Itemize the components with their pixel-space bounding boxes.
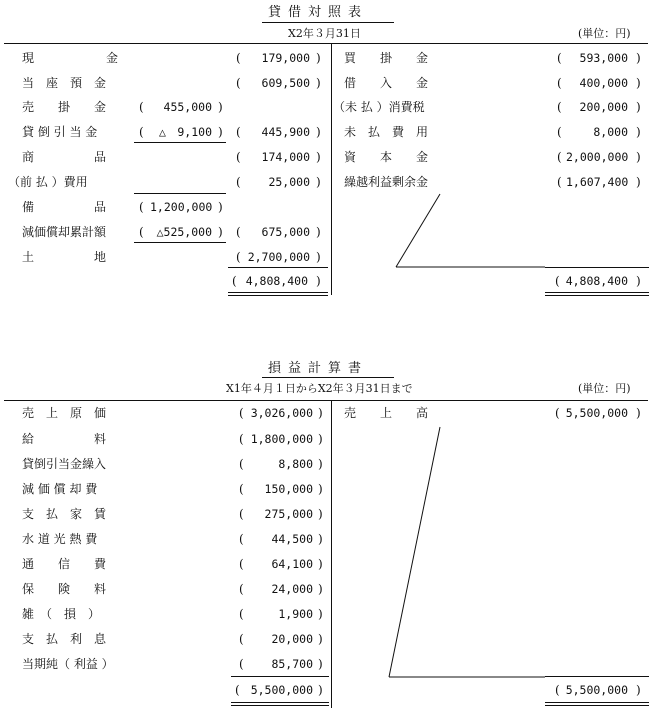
bs-left-label: 商 品 — [22, 150, 107, 164]
bs-right-amount: 2,000,000 — [566, 150, 629, 164]
is-right-amount: 5,500,000 — [565, 406, 628, 420]
bs-right-label: 資 本 金 — [344, 150, 429, 164]
is-right-label: 売 上 高 — [344, 406, 429, 420]
bs-right-amount: 200,000 — [579, 100, 628, 114]
paren-close: ) — [218, 200, 223, 214]
paren-open: ( — [236, 225, 241, 239]
bs-left-amount: 609,500 — [261, 76, 310, 90]
paren-close: ) — [316, 274, 321, 288]
paren-close: ) — [218, 225, 223, 239]
bs-sub-amount: 1,200,000 — [150, 200, 213, 214]
paren-close: ) — [318, 457, 323, 471]
bs-right-amount: 400,000 — [579, 76, 628, 90]
paren-open: ( — [239, 632, 244, 646]
paren-close: ) — [316, 76, 321, 90]
bs-left-label: 当 座 預 金 — [22, 76, 107, 90]
paren-open: ( — [139, 125, 144, 139]
bs-left-label: 貸 倒 引 当 金 — [22, 125, 98, 139]
paren-close: ) — [318, 657, 323, 671]
is-left-amount: 85,700 — [271, 657, 313, 671]
paren-close: ) — [318, 507, 323, 521]
is-left-label: 給 料 — [22, 432, 107, 446]
paren-close: ) — [636, 683, 641, 697]
bs-right-label: 繰越利益剰余金 — [344, 175, 429, 189]
is-left-amount: 20,000 — [271, 632, 313, 646]
paren-open: ( — [236, 175, 241, 189]
paren-close: ) — [636, 406, 641, 420]
is-unit: (単位：円) — [578, 382, 631, 395]
paren-open: ( — [139, 200, 144, 214]
bs-date: X2年３月31日 — [288, 27, 361, 40]
bs-closing-diagonal — [396, 194, 440, 267]
is-left-label: 減 価 償 却 費 — [22, 482, 98, 496]
is-left-total: 5,500,000 — [250, 683, 313, 697]
paren-open: ( — [557, 76, 562, 90]
is-left-label: 保 険 料 — [22, 582, 107, 596]
bs-right-amount: 8,000 — [593, 125, 628, 139]
paren-close: ) — [636, 175, 641, 189]
is-left-amount: 1,900 — [278, 607, 313, 621]
is-left-label: 売 上 原 価 — [22, 406, 107, 420]
is-left-amount: 24,000 — [271, 582, 313, 596]
paren-open: ( — [239, 582, 244, 596]
paren-open: ( — [557, 150, 562, 164]
paren-open: ( — [239, 607, 244, 621]
paren-close: ) — [318, 632, 323, 646]
paren-close: ) — [318, 432, 323, 446]
paren-close: ) — [636, 274, 641, 288]
paren-open: ( — [557, 175, 562, 189]
bs-sub-amount: 455,000 — [163, 100, 212, 114]
is-left-label: 支 払 家 賃 — [22, 507, 107, 521]
bs-left-amount: 445,900 — [261, 125, 310, 139]
is-left-amount: 64,100 — [271, 557, 313, 571]
paren-open: ( — [555, 274, 560, 288]
paren-open: ( — [236, 51, 241, 65]
bs-left-amount: 179,000 — [261, 51, 310, 65]
is-left-label: 支 払 利 息 — [22, 632, 107, 646]
paren-close: ) — [316, 150, 321, 164]
is-left-amount: 1,800,000 — [250, 432, 313, 446]
is-left-amount: 8,800 — [278, 457, 313, 471]
is-left-label: 水 道 光 熱 費 — [22, 532, 98, 546]
paren-open: ( — [239, 657, 244, 671]
paren-close: ) — [636, 100, 641, 114]
bs-left-amount: 675,000 — [261, 225, 310, 239]
bs-left-label: 現 金 — [22, 51, 119, 65]
bs-unit: (単位：円) — [578, 27, 631, 40]
paren-open: ( — [557, 125, 562, 139]
paren-close: ) — [316, 51, 321, 65]
paren-open: ( — [236, 150, 241, 164]
is-left-label: 雑 （ 損 ） — [22, 607, 101, 621]
bs-right-label: 未 払 費 用 — [344, 125, 429, 139]
paren-close: ) — [636, 76, 641, 90]
paren-open: ( — [555, 683, 560, 697]
paren-open: ( — [235, 683, 240, 697]
paren-close: ) — [218, 100, 223, 114]
is-right-total: 5,500,000 — [565, 683, 628, 697]
bs-left-amount: 174,000 — [261, 150, 310, 164]
paren-open: ( — [236, 250, 241, 264]
bs-right-label: （未 払 ）消費税 — [333, 100, 425, 114]
paren-open: ( — [239, 457, 244, 471]
paren-close: ) — [218, 125, 223, 139]
paren-open: ( — [557, 100, 562, 114]
bs-left-amount: 2,700,000 — [247, 250, 310, 264]
bs-right-label: 借 入 金 — [344, 76, 429, 90]
paren-close: ) — [316, 250, 321, 264]
is-left-label: 貸倒引当金繰入 — [22, 457, 107, 471]
bs-left-label: 売 掛 金 — [22, 100, 107, 114]
is-period: X1年４月１日からX2年３月31日まで — [226, 382, 413, 395]
paren-open: ( — [139, 225, 144, 239]
paren-open: ( — [232, 274, 237, 288]
paren-open: ( — [239, 532, 244, 546]
is-left-label: 当期純（ 利益 ） — [22, 657, 114, 671]
is-left-amount: 275,000 — [264, 507, 313, 521]
paren-open: ( — [236, 125, 241, 139]
paren-open: ( — [239, 406, 244, 420]
paren-close: ) — [316, 225, 321, 239]
is-closing-diagonal — [389, 427, 440, 677]
paren-close: ) — [316, 175, 321, 189]
paren-close: ) — [636, 125, 641, 139]
bs-sub-amount: △ 9,100 — [158, 125, 212, 139]
paren-close: ) — [316, 125, 321, 139]
is-title: 損益計算書 — [268, 361, 369, 376]
paren-close: ) — [318, 532, 323, 546]
paren-open: ( — [139, 100, 144, 114]
bs-right-label: 買 掛 金 — [344, 51, 429, 65]
paren-close: ) — [636, 51, 641, 65]
paren-open: ( — [557, 51, 562, 65]
bs-left-label: 備 品 — [22, 200, 107, 214]
paren-open: ( — [239, 482, 244, 496]
paren-close: ) — [318, 482, 323, 496]
is-left-amount: 150,000 — [264, 482, 313, 496]
paren-close: ) — [318, 607, 323, 621]
paren-open: ( — [239, 432, 244, 446]
bs-right-total: 4,808,400 — [565, 274, 628, 288]
paren-close: ) — [318, 683, 323, 697]
bs-title: 貸借対照表 — [268, 5, 369, 20]
bs-left-label: （前 払 ）費用 — [8, 175, 88, 189]
bs-sub-amount: △525,000 — [156, 225, 212, 239]
bs-left-amount: 25,000 — [268, 175, 310, 189]
bs-left-label: 減価償却累計額 — [22, 225, 107, 239]
paren-close: ) — [318, 557, 323, 571]
bs-right-amount: 1,607,400 — [566, 175, 629, 189]
paren-open: ( — [239, 557, 244, 571]
paren-open: ( — [555, 406, 560, 420]
paren-close: ) — [318, 406, 323, 420]
paren-close: ) — [636, 150, 641, 164]
paren-open: ( — [239, 507, 244, 521]
bs-left-label: 土 地 — [22, 250, 107, 264]
is-left-amount: 3,026,000 — [250, 406, 313, 420]
bs-left-total: 4,808,400 — [245, 274, 308, 288]
is-left-amount: 44,500 — [271, 532, 313, 546]
is-left-label: 通 信 費 — [22, 557, 107, 571]
bs-right-amount: 593,000 — [579, 51, 628, 65]
paren-open: ( — [236, 76, 241, 90]
paren-close: ) — [318, 582, 323, 596]
